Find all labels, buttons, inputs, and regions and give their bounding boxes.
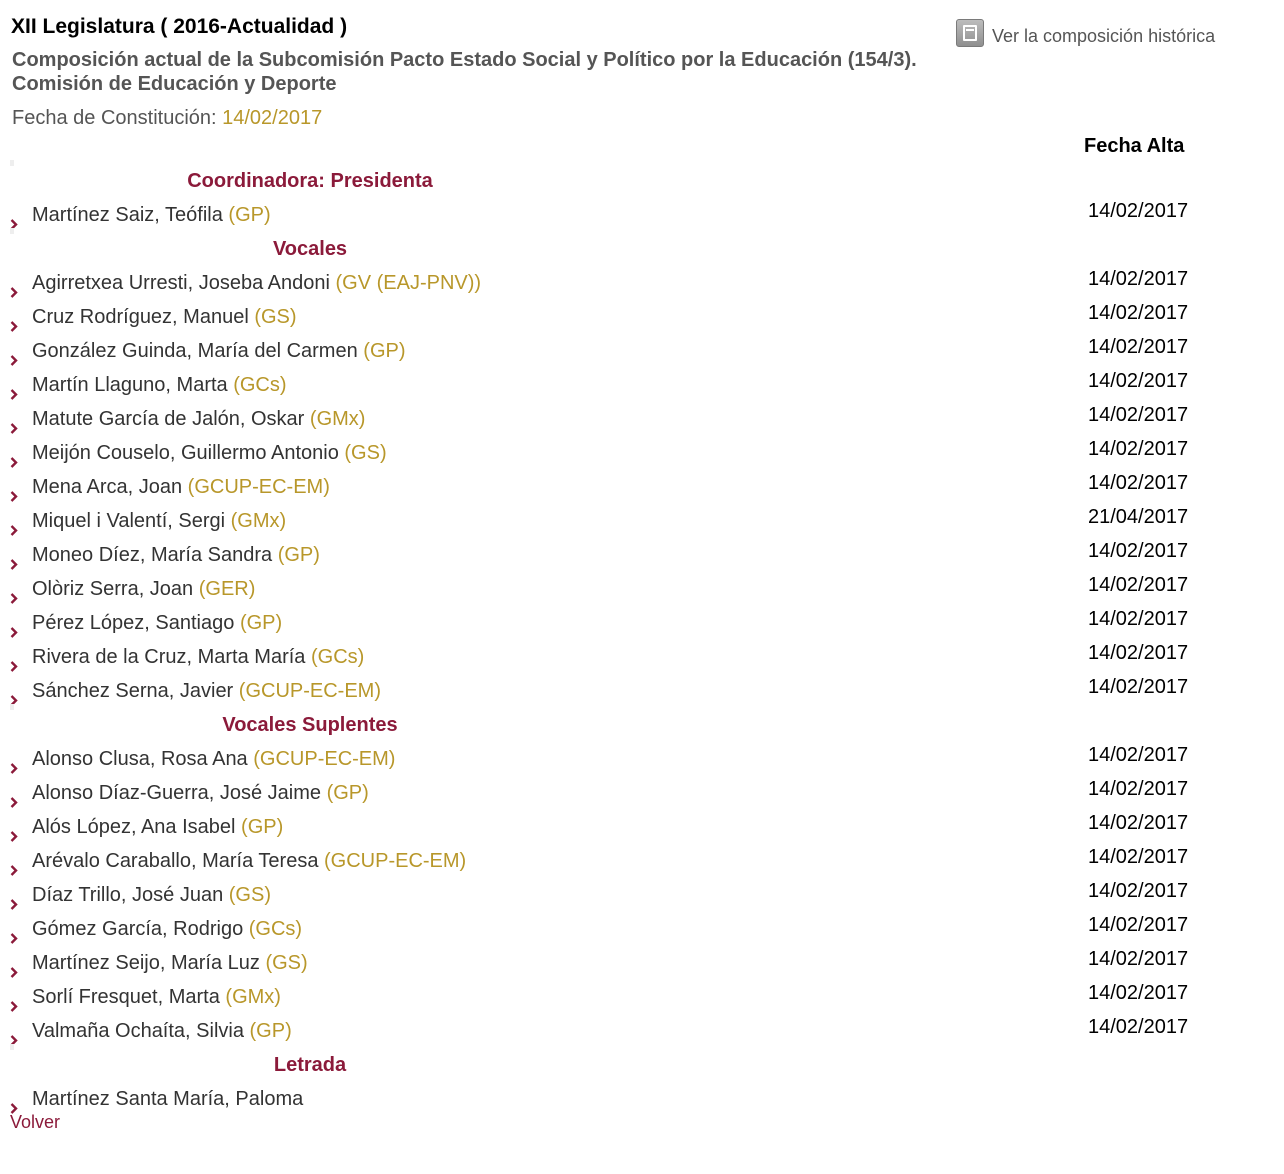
member-name[interactable]: Arévalo Caraballo, María Teresa (32, 850, 319, 872)
member-row (10, 541, 1210, 569)
member-row (10, 337, 1210, 365)
member-link[interactable] (32, 575, 255, 603)
member-row (10, 677, 1210, 705)
chevron-right-icon (10, 924, 18, 935)
group-separator (10, 1044, 14, 1050)
member-party[interactable]: (GCs) (233, 374, 287, 396)
group-separator (10, 704, 14, 710)
legislatura-title: XII Legislatura ( 2016-Actualidad ) (11, 15, 348, 38)
member-row (10, 269, 1210, 297)
group-heading: Coordinadora: Presidenta (187, 170, 433, 192)
member-link[interactable] (32, 1017, 292, 1045)
member-link[interactable] (32, 371, 287, 399)
member-row (10, 881, 1210, 909)
member-party[interactable]: (GCUP-EC-EM) (238, 680, 382, 702)
member-party[interactable]: (GMx) (309, 408, 366, 430)
member-link[interactable] (32, 915, 302, 943)
chevron-right-icon (10, 992, 18, 1003)
historic-composition-link[interactable] (956, 17, 1215, 47)
member-name[interactable]: Martín Llaguno, Marta (32, 374, 228, 396)
member-date-alta: 14/02/2017 (1088, 812, 1189, 834)
member-name[interactable]: Alós López, Ana Isabel (32, 816, 236, 838)
member-name[interactable]: Miquel i Valentí, Sergi (32, 510, 226, 532)
member-date-alta: 14/02/2017 (1088, 404, 1189, 426)
member-name[interactable]: Mena Arca, Joan (32, 476, 183, 498)
member-link[interactable] (32, 269, 481, 297)
member-link[interactable] (32, 677, 381, 705)
member-row (10, 473, 1210, 501)
member-party[interactable]: (GCUP-EC-EM) (324, 850, 467, 872)
member-date-alta: 14/02/2017 (1088, 200, 1189, 222)
chevron-right-icon (10, 414, 18, 425)
member-name[interactable]: Alonso Clusa, Rosa Ana (32, 748, 248, 770)
member-party[interactable]: (GV (EAJ-PNV)) (335, 272, 482, 294)
subcommission-title (12, 48, 1012, 96)
chevron-right-icon (10, 652, 18, 663)
member-date-alta: 14/02/2017 (1088, 846, 1189, 868)
member-date-alta: 14/02/2017 (1088, 608, 1189, 630)
constitution-date-value: 14/02/2017 (222, 107, 323, 129)
member-date-alta: 14/02/2017 (1088, 880, 1189, 902)
chevron-right-icon (10, 346, 18, 357)
chevron-right-icon (10, 822, 18, 833)
member-row (10, 371, 1210, 399)
member-row (10, 439, 1210, 467)
member-link[interactable] (32, 337, 406, 365)
member-party[interactable]: (GCUP-EC-EM) (187, 476, 330, 498)
member-row (10, 405, 1210, 433)
member-date-alta: 14/02/2017 (1088, 642, 1189, 664)
volver-link[interactable]: Volver (10, 1112, 61, 1132)
commission-name: Comisión de Educación y Deporte (12, 73, 337, 95)
member-name[interactable]: González Guinda, María del Carmen (32, 340, 358, 362)
member-party[interactable]: (GP) (249, 1020, 292, 1042)
chevron-right-icon (10, 312, 18, 323)
member-row (10, 745, 1210, 773)
member-link[interactable] (32, 779, 369, 807)
member-row (10, 915, 1210, 943)
member-party[interactable]: (GP) (239, 612, 283, 634)
member-date-alta: 14/02/2017 (1088, 676, 1189, 698)
chevron-right-icon (10, 618, 18, 629)
chevron-right-icon (10, 482, 18, 493)
group-heading: Letrada (273, 1054, 347, 1076)
member-party[interactable]: (GP) (277, 544, 320, 566)
member-date-alta: 14/02/2017 (1088, 268, 1189, 290)
member-name[interactable]: Rivera de la Cruz, Marta María (32, 646, 306, 668)
member-date-alta: 14/02/2017 (1088, 540, 1189, 562)
member-party[interactable]: (GP) (241, 816, 284, 838)
chevron-right-icon (10, 958, 18, 969)
member-party[interactable]: (GCs) (310, 646, 365, 668)
member-link[interactable] (32, 847, 466, 875)
member-party[interactable]: (GMx) (225, 986, 281, 1008)
chevron-right-icon (10, 584, 18, 595)
member-row (10, 779, 1210, 807)
member-name[interactable]: Olòriz Serra, Joan (32, 578, 194, 600)
member-name[interactable]: Sánchez Serna, Javier (32, 680, 234, 702)
chevron-right-icon (10, 448, 18, 459)
member-name[interactable]: Matute García de Jalón, Oskar (32, 408, 305, 430)
member-name[interactable]: Martínez Saiz, Teófila (32, 204, 223, 226)
member-date-alta: 14/02/2017 (1088, 778, 1189, 800)
member-name[interactable]: Martínez Seijo, María Luz (32, 952, 260, 974)
chevron-right-icon (10, 1026, 18, 1037)
subcommission-name: Composición actual de la Subcomisión Pacto Estado Social y Político por la Educación (154/3). (12, 49, 917, 71)
member-link[interactable] (32, 405, 365, 433)
member-row (10, 1085, 1210, 1113)
member-party[interactable]: (GS) (344, 442, 387, 464)
member-row (10, 609, 1210, 637)
member-date-alta: 14/02/2017 (1088, 302, 1189, 324)
chevron-right-icon (10, 210, 18, 221)
member-row (10, 813, 1210, 841)
member-date-alta: 14/02/2017 (1088, 982, 1189, 1004)
chevron-right-icon (10, 550, 18, 561)
member-date-alta: 14/02/2017 (1088, 472, 1189, 494)
member-name[interactable]: Moneo Díez, María Sandra (32, 544, 273, 566)
member-name[interactable]: Valmaña Ochaíta, Silvia (32, 1020, 244, 1042)
group-heading: Vocales Suplentes (222, 714, 398, 736)
constitution-date-label: Fecha de Constitución: (12, 107, 217, 129)
historic-composition-label[interactable]: Ver la composición histórica (992, 26, 1216, 46)
member-link[interactable] (32, 473, 330, 501)
member-date-alta: 14/02/2017 (1088, 370, 1189, 392)
chevron-right-icon (10, 686, 18, 697)
chevron-right-icon (10, 380, 18, 391)
member-row (10, 201, 1210, 229)
chevron-right-icon (10, 788, 18, 799)
member-link[interactable] (32, 439, 387, 467)
fecha-alta-header: Fecha Alta (1084, 135, 1185, 157)
member-date-alta: 14/02/2017 (1088, 914, 1189, 936)
member-name[interactable]: Sorlí Fresquet, Marta (32, 986, 220, 1008)
member-row (10, 1017, 1210, 1045)
member-link[interactable] (32, 949, 308, 977)
member-link[interactable] (32, 609, 282, 637)
member-date-alta: 14/02/2017 (1088, 336, 1189, 358)
member-link[interactable] (32, 507, 286, 535)
member-date-alta: 14/02/2017 (1088, 438, 1189, 460)
member-name[interactable]: Díaz Trillo, José Juan (32, 884, 224, 906)
member-link[interactable] (32, 881, 271, 909)
member-link[interactable] (32, 1085, 303, 1113)
member-party[interactable]: (GS) (254, 306, 297, 328)
member-row (10, 643, 1210, 671)
group-separator (10, 160, 14, 166)
member-party[interactable]: (GP) (228, 204, 271, 226)
chevron-right-icon (10, 890, 18, 901)
member-row (10, 983, 1210, 1011)
member-name[interactable]: Meijón Couselo, Guillermo Antonio (32, 442, 339, 464)
member-link[interactable] (32, 303, 297, 331)
member-row (10, 507, 1210, 535)
member-row (10, 847, 1210, 875)
member-name[interactable]: Alonso Díaz-Guerra, José Jaime (32, 782, 322, 804)
member-party[interactable]: (GP) (326, 782, 369, 804)
member-party[interactable]: (GS) (228, 884, 271, 906)
member-link[interactable] (32, 201, 271, 229)
member-name[interactable]: Martínez Santa María, Paloma (32, 1088, 304, 1110)
member-date-alta: 14/02/2017 (1088, 574, 1189, 596)
member-name[interactable]: Agirretxea Urresti, Joseba Andoni (32, 272, 330, 294)
member-party[interactable]: (GS) (265, 952, 308, 974)
member-link[interactable] (32, 983, 281, 1011)
member-row (10, 303, 1210, 331)
member-name[interactable]: Pérez López, Santiago (32, 612, 235, 634)
chevron-right-icon (10, 278, 18, 289)
member-link[interactable] (32, 643, 364, 671)
member-date-alta: 14/02/2017 (1088, 948, 1189, 970)
chevron-right-icon (10, 754, 18, 765)
member-link[interactable] (32, 813, 283, 841)
member-name[interactable]: Gómez García, Rodrigo (32, 918, 244, 940)
member-party[interactable]: (GP) (363, 340, 406, 362)
member-party[interactable]: (GCs) (248, 918, 303, 940)
document-icon[interactable] (956, 19, 984, 47)
member-party[interactable]: (GER) (198, 578, 256, 600)
member-link[interactable] (32, 541, 320, 569)
chevron-right-icon (10, 1094, 18, 1105)
member-date-alta: 14/02/2017 (1088, 1016, 1189, 1038)
constitution-date (12, 107, 322, 130)
member-party[interactable]: (GCUP-EC-EM) (253, 748, 396, 770)
group-heading: Vocales (272, 238, 348, 260)
member-name[interactable]: Cruz Rodríguez, Manuel (32, 306, 249, 328)
member-party[interactable]: (GMx) (230, 510, 287, 532)
member-date-alta: 14/02/2017 (1088, 744, 1189, 766)
member-link[interactable] (32, 745, 395, 773)
chevron-right-icon (10, 856, 18, 867)
member-row (10, 575, 1210, 603)
member-date-alta: 21/04/2017 (1088, 506, 1189, 528)
group-separator (10, 228, 14, 234)
chevron-right-icon (10, 516, 18, 527)
member-row (10, 949, 1210, 977)
